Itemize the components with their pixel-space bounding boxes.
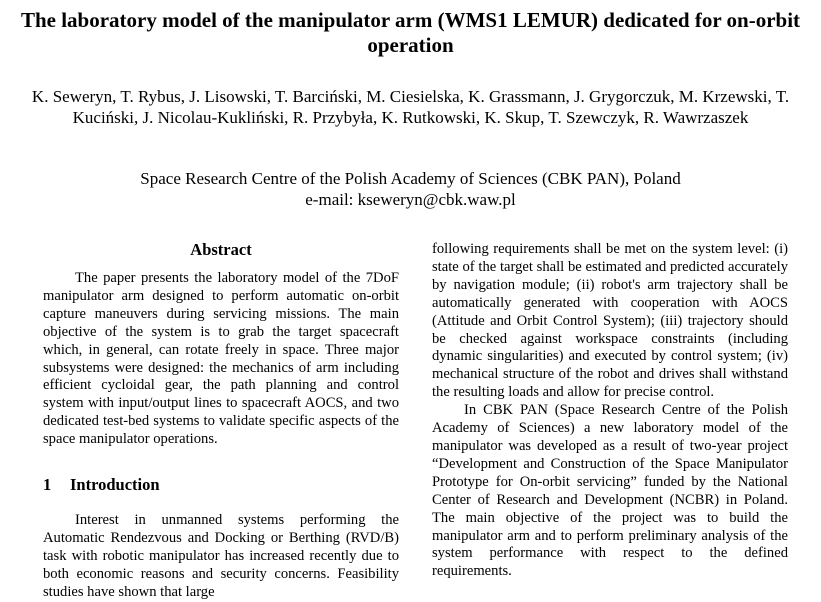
abstract-text: The paper presents the laboratory model of the 7DoF manipulator arm designed to perform automatic on-orbit capture maneuvers during servicing missions. The main objective of the system is to grab the target spacecraft which, in general, can rotate freely in space. Three major subsystems were designed: the mechanics of arm including efficient cycloidal gear, the path planning and control system with input/output lines to spacecraft AOCS, and two dedicated test-bed systems to validate specific aspects of the space manipulator operations. xyxy=(43,270,399,448)
section-title: Introduction xyxy=(70,475,160,495)
section-number: 1 xyxy=(43,475,52,495)
paper-title: The laboratory model of the manipulator arm (WMS1 LEMUR) dedicated for on-orbit operation xyxy=(20,8,801,57)
introduction-paragraph: Interest in unmanned systems performing the Automatic Rendezvous and Docking or Berthing (RVD/B) task with robotic manipulator has increased recently due to both economic reasons and security concerns. Feasibility studies have shown that large xyxy=(43,512,399,600)
project-paragraph: In CBK PAN (Space Research Centre of the Polish Academy of Sciences) a new laboratory model of the manipulator was developed as a result of two-year project “Development and Construction of the Space Manipulator Prototype for On-orbit servicing” funded by the National Center of Research and Development (NCBR) in Poland. The main objective of the project was to build the manipulator arm and to perform preliminary analysis of the system performance with respect to the defined requirements. xyxy=(432,402,788,580)
abstract-heading: Abstract xyxy=(190,240,252,259)
requirements-paragraph: following requirements shall be met on the system level: (i) state of the target shall be estimated and predicted accurately by navigation module; (ii) robot's arm trajectory shall be automatically generated with cooperation with AOCS (Attitude and Orbit Control System); (iii) trajectory should be checked against workspace constraints (including dynamic singularities) and executed by control system; (iv) mechanical structure of the robot and drives shall withstand the resulting loads and allow for precise control. xyxy=(432,241,788,401)
section-heading-introduction xyxy=(43,475,399,495)
contact-email: e-mail: kseweryn@cbk.waw.pl xyxy=(305,190,516,209)
affiliation-block xyxy=(20,168,801,210)
author-list: K. Seweryn, T. Rybus, J. Lisowski, T. Barciński, M. Ciesielska, K. Grassmann, J. Grygorczuk, M. Krzewski, T. Kuciński, J. Nicolau-Kukliński, R. Przybyła, K. Rutkowski, K. Skup, T. Szewczyk, R. Wawrzaszek xyxy=(31,87,790,127)
affiliation: Space Research Centre of the Polish Academy of Sciences (CBK PAN), Poland xyxy=(140,169,681,188)
left-column xyxy=(43,240,399,602)
right-column xyxy=(432,241,788,581)
